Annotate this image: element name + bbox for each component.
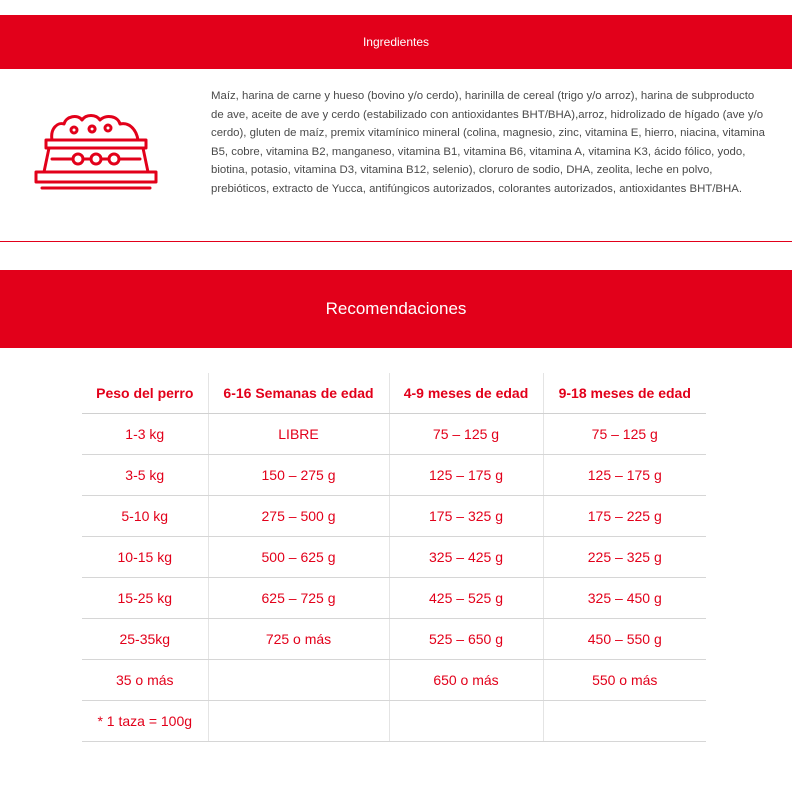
table-cell: 75 – 125 g [543, 414, 706, 455]
table-cell [208, 660, 389, 701]
table-cell: 5-10 kg [82, 496, 208, 537]
table-row [82, 455, 706, 496]
table-row [82, 414, 706, 455]
table-cell: 500 – 625 g [208, 537, 389, 578]
table-cell: 550 o más [543, 660, 706, 701]
table-cell: 35 o más [82, 660, 208, 701]
table-cell: 10-15 kg [82, 537, 208, 578]
table-cell: 175 – 325 g [389, 496, 543, 537]
table-row [82, 701, 706, 742]
table-cell [208, 701, 389, 742]
feeding-table [82, 373, 706, 742]
table-cell: LIBRE [208, 414, 389, 455]
table-cell [543, 701, 706, 742]
table-cell [389, 701, 543, 742]
table-row [82, 660, 706, 701]
table-cell: 125 – 175 g [543, 455, 706, 496]
ingredients-header [0, 15, 792, 69]
table-cell: 15-25 kg [82, 578, 208, 619]
table-cell: 325 – 425 g [389, 537, 543, 578]
table-cell: 125 – 175 g [389, 455, 543, 496]
recommendations-title: Recomendaciones [325, 299, 467, 318]
table-note: * 1 taza = 100g [82, 701, 208, 742]
table-cell: 450 – 550 g [543, 619, 706, 660]
table-cell: 225 – 325 g [543, 537, 706, 578]
table-cell: 175 – 225 g [543, 496, 706, 537]
table-cell: 3-5 kg [82, 455, 208, 496]
header-9-18-months: 9-18 meses de edad [543, 373, 706, 414]
table-cell: 25-35kg [82, 619, 208, 660]
header-6-16-weeks: 6-16 Semanas de edad [208, 373, 389, 414]
table-cell: 625 – 725 g [208, 578, 389, 619]
section-divider [0, 241, 792, 242]
table-header-row [82, 373, 706, 414]
table-cell: 650 o más [389, 660, 543, 701]
table-cell: 1-3 kg [82, 414, 208, 455]
recommendations-header [0, 270, 792, 348]
ingredients-text: Maíz, harina de carne y hueso (bovino y/o cerdo), harinilla de cereal (trigo y/o arroz), harina de subproducto de ave, aceite de ave y cerdo (estabilizado con antioxidantes BHT/BHA),arroz, hidrolizado de hígado (ave y/o cerdo), gluten de maíz, premix vitamínico mineral (colina, magnesio, zinc, vitamina E, hierro, niacina, vitamina B5, cobre, vitamina B2, manganeso, vitamina B1, vitamina B6, vitamina A, vitamina K3, ácido fólico, yodo, biotina, potasio, vitamina D3, vitamina B12, selenio), cloruro de sodio, DHA, zeolita, leche en polvo, prebióticos, extracto de Yucca, antifúngicos autorizados, colorantes autorizados, antioxidantes BHT/BHA. [211, 90, 765, 195]
food-bowl-icon [34, 112, 158, 196]
table-cell: 725 o más [208, 619, 389, 660]
table-cell: 425 – 525 g [389, 578, 543, 619]
table-cell: 75 – 125 g [389, 414, 543, 455]
table-cell: 275 – 500 g [208, 496, 389, 537]
table-row [82, 496, 706, 537]
table-row [82, 537, 706, 578]
table-cell: 525 – 650 g [389, 619, 543, 660]
header-weight: Peso del perro [82, 373, 208, 414]
table-row [82, 619, 706, 660]
header-4-9-months: 4-9 meses de edad [389, 373, 543, 414]
table-cell: 325 – 450 g [543, 578, 706, 619]
table-cell: 150 – 275 g [208, 455, 389, 496]
table-row [82, 578, 706, 619]
ingredients-title: Ingredientes [362, 35, 430, 49]
